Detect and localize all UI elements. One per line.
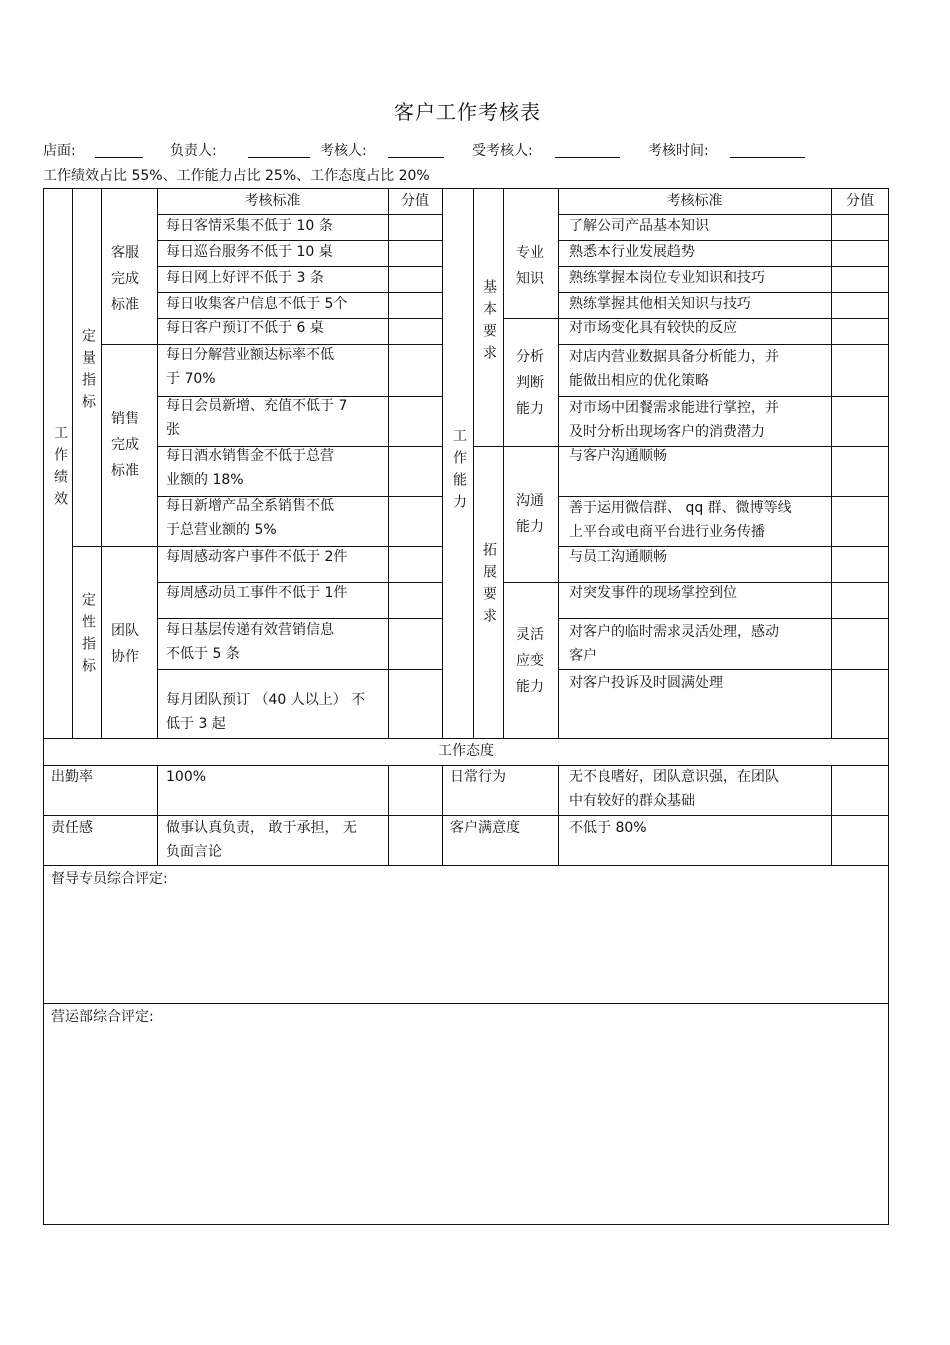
supervisor-evaluation-label: 督导专员综合评定:	[51, 871, 168, 887]
supervisor-evaluation-area[interactable]	[44, 892, 888, 1002]
row-divider	[43, 865, 889, 866]
time-label: 考核时间:	[648, 143, 709, 159]
row-divider	[157, 669, 442, 670]
left-criteria-item: 每周感动员工事件不低于 1件	[166, 585, 348, 601]
qual-indicator-label: 定性指标	[80, 592, 96, 680]
ops-evaluation-label: 营运部综合评定:	[51, 1009, 154, 1025]
col-divider	[831, 765, 832, 865]
left-criteria-item: 每日收集客户信息不低于 5个	[166, 296, 348, 312]
right-criteria-item: 对店内营业数据具备分析能力，并 能做出相应的优化策略	[569, 349, 779, 389]
right-criteria-item: 善于运用微信群、 qq 群、微博等线 上平台或电商平台进行业务传播	[569, 500, 792, 540]
col-divider	[388, 188, 389, 738]
group-label: 客服 完成 标准	[111, 245, 139, 313]
right-criteria-item: 了解公司产品基本知识	[569, 218, 709, 234]
group-label: 专业 知识	[516, 245, 544, 287]
group-label: 销售 完成 标准	[111, 411, 139, 479]
page-title: 客户工作考核表	[394, 100, 541, 124]
row-divider	[558, 669, 889, 670]
right-criteria-item: 对市场中团餐需求能进行掌控，并 及时分析出现场客户的消费潜力	[569, 400, 779, 440]
assessee-field[interactable]	[555, 156, 620, 158]
col-divider	[473, 188, 474, 738]
quant-indicator-label: 定量指标	[80, 328, 96, 416]
attendance-label: 出勤率	[51, 769, 93, 785]
right-criteria-item: 与客户沟通顺畅	[569, 448, 667, 464]
attitude-heading: 工作态度	[438, 743, 494, 759]
right-score-header: 分值	[846, 193, 874, 209]
right-criteria-item: 熟悉本行业发展趋势	[569, 244, 695, 260]
assessor-label: 考核人:	[320, 143, 367, 159]
col-divider	[101, 188, 102, 738]
col-divider	[157, 765, 158, 865]
left-criteria-item: 每日客情采集不低于 10 条	[166, 218, 333, 234]
ratio-line: 工作绩效占比 55%、工作能力占比 25%、工作态度占比 20%	[43, 168, 430, 184]
left-criteria-item: 每日基层传递有效营销信息 不低于 5 条	[166, 622, 334, 662]
store-field[interactable]	[95, 156, 143, 158]
col-divider	[157, 188, 158, 738]
left-criteria-item: 每日网上好评不低于 3 条	[166, 270, 324, 286]
right-criteria-item: 熟练掌握本岗位专业知识和技巧	[569, 270, 765, 286]
left-criteria-item: 每周感动客户事件不低于 2件	[166, 549, 348, 565]
col-divider	[388, 765, 389, 865]
row-divider	[473, 446, 889, 447]
right-criteria-item: 对客户的临时需求灵活处理，感动 客户	[569, 624, 779, 664]
daily-behavior-label: 日常行为	[450, 769, 506, 785]
left-criteria-item: 每日新增产品全系销售不低 于总营业额的 5%	[166, 498, 334, 538]
time-field[interactable]	[730, 156, 805, 158]
row-divider	[558, 618, 889, 619]
row-divider	[43, 1003, 889, 1004]
left-score-header: 分值	[401, 193, 429, 209]
category-work-performance: 工作绩效	[52, 425, 68, 513]
group-label: 沟通 能力	[516, 493, 544, 535]
assessee-label: 受考核人:	[472, 143, 533, 159]
left-standard-header: 考核标准	[244, 193, 301, 209]
right-criteria-item: 与员工沟通顺畅	[569, 549, 667, 565]
ops-evaluation-area[interactable]	[44, 1030, 888, 1223]
group-label: 团队 协作	[111, 623, 139, 665]
col-divider	[558, 765, 559, 865]
attendance-value: 100%	[166, 769, 207, 785]
col-divider	[503, 188, 504, 738]
right-criteria-item: 对突发事件的现场掌控到位	[569, 585, 737, 601]
right-criteria-item: 对市场变化具有较快的反应	[569, 320, 737, 336]
group-label: 分析 判断 能力	[516, 349, 544, 417]
expand-requirements-label: 拓展要求	[481, 542, 497, 630]
left-criteria-item: 每月团队预订 （40 人以上） 不 低于 3 起	[166, 692, 366, 732]
right-criteria-item: 熟练掌握其他相关知识与技巧	[569, 296, 751, 312]
group-label: 灵活 应变 能力	[516, 627, 544, 695]
col-divider	[442, 765, 443, 865]
responsibility-label: 责任感	[51, 820, 93, 836]
basic-requirements-label: 基本要求	[481, 279, 497, 367]
col-divider	[72, 188, 73, 738]
responsibility-value: 做事认真负责， 敢于承担， 无 负面言论	[166, 820, 357, 860]
left-criteria-item: 每日酒水销售金不低于总营 业额的 18%	[166, 448, 334, 488]
satisfaction-label: 客户满意度	[450, 820, 520, 836]
right-standard-header: 考核标准	[666, 193, 723, 209]
left-criteria-item: 每日分解营业额达标率不低 于 70%	[166, 347, 334, 387]
left-criteria-item: 每日会员新增、充值不低于 7 张	[166, 398, 348, 438]
assessor-field[interactable]	[388, 156, 444, 158]
satisfaction-value: 不低于 80%	[569, 820, 647, 836]
col-divider	[558, 188, 559, 738]
left-criteria-item: 每日巡台服务不低于 10 桌	[166, 244, 333, 260]
store-label: 店面:	[43, 143, 76, 159]
manager-label: 负责人:	[170, 143, 217, 159]
right-criteria-item: 对客户投诉及时圆满处理	[569, 675, 723, 691]
col-divider	[831, 188, 832, 738]
left-criteria-item: 每日客户预订不低于 6 桌	[166, 320, 324, 336]
category-work-ability: 工作能力	[451, 428, 467, 516]
col-divider	[442, 188, 443, 738]
manager-field[interactable]	[248, 156, 310, 158]
daily-behavior-value: 无不良嗜好，团队意识强，在团队 中有较好的群众基础	[569, 769, 779, 809]
